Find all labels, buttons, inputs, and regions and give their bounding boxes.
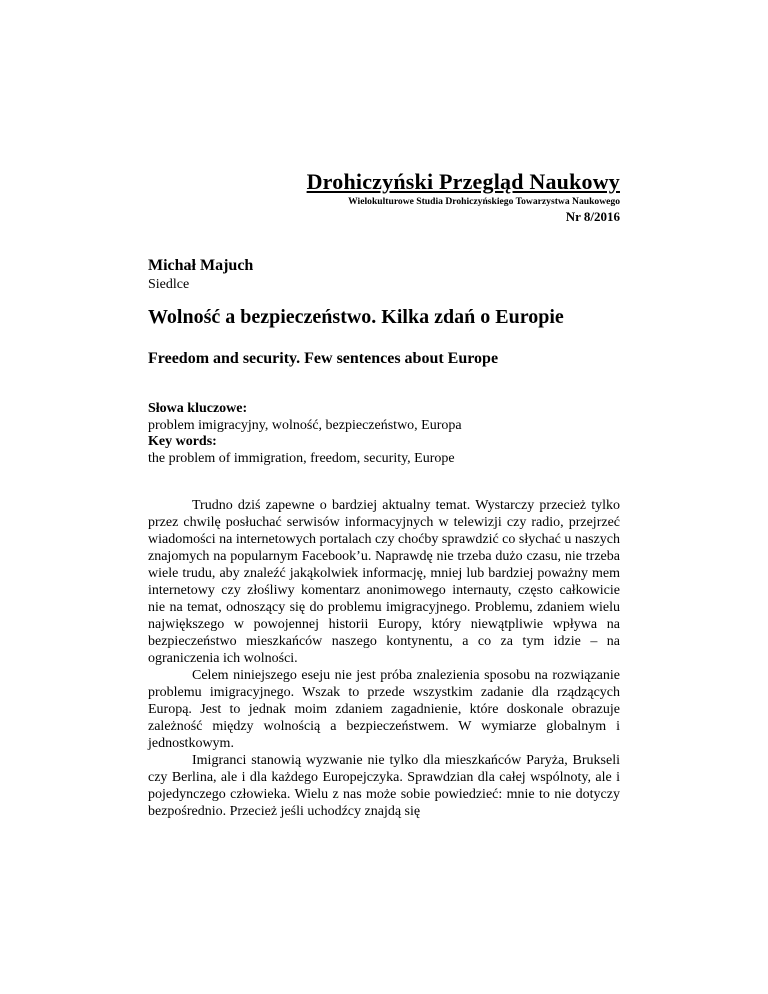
keywords-en-values: the problem of immigration, freedom, security, Europe bbox=[148, 450, 455, 466]
journal-header bbox=[200, 169, 620, 225]
article-title-english: Freedom and security. Few sentences about Europe bbox=[148, 350, 499, 367]
article-body bbox=[148, 497, 620, 820]
keywords-block bbox=[148, 401, 620, 467]
keywords-pl-values: problem imigracyjny, wolność, bezpieczeństwo, Europa bbox=[148, 417, 462, 433]
author-name: Michał Majuch bbox=[148, 257, 254, 274]
keywords-pl-label: Słowa kluczowe: bbox=[148, 401, 248, 416]
body-paragraph: Trudno dziś zapewne o bardziej aktualny temat. Wystarczy przecież tylko przez chwilę posłuchać serwisów informacyjnych w telewizji czy radio, przejrzeć wiadomości na internetowych portalach czy choćby sprawdzić co słychać u naszych znajomych na popularnym Facebook’u. Naprawdę nie trzeba dużo czasu, nie trzeba wiele trudu, aby znaleźć jakąkolwiek informację, mniej lub bardziej poważny mem internetowy czy złośliwy komentarz anonimowego internauty, często całkowicie nie na temat, odnoszący się do problemu imigracyjnego. Problemu, zdaniem wielu największego w powojennej historii Europy, który niewątpliwie wpływa na bezpieczeństwo mieszkańców naszego kontynentu, a co za tym idzie – na ograniczenia ich wolności. bbox=[148, 498, 620, 666]
body-paragraph: Imigranci stanowią wyzwanie nie tylko dla mieszkańców Paryża, Brukseli czy Berlina, ale i dla każdego Europejczyka. Sprawdzian dla całej wspólnoty, ale i pojedynczego człowieka. Wielu z nas może sobie powiedzieć: mnie to nie dotyczy bezpośrednio. Przecież jeśli uchodźcy znajdą się bbox=[148, 753, 620, 819]
journal-title: Drohiczyński Przegląd Naukowy bbox=[306, 169, 620, 194]
keywords-en-label: Key words: bbox=[148, 434, 217, 450]
author-block bbox=[148, 256, 253, 293]
journal-subtitle: Wielokulturowe Studia Drohiczyńskiego Towarzystwa Naukowego bbox=[348, 196, 620, 207]
journal-issue: Nr 8/2016 bbox=[565, 209, 620, 224]
article-title-polish: Wolność a bezpieczeństwo. Kilka zdań o Europie bbox=[148, 306, 564, 328]
body-paragraph: Celem niniejszego eseju nie jest próba znalezienia sposobu na rozwiązanie problemu imigracyjnego. Wszak to przede wszystkim zadanie dla rządzących Europą. Jest to jednak moim zdaniem zagadnienie, które doskonale obrazuje zależność między wolnością a bezpieczeństwem. W wymiarze globalnym i jednostkowym. bbox=[148, 668, 620, 751]
author-place: Siedlce bbox=[148, 277, 190, 292]
